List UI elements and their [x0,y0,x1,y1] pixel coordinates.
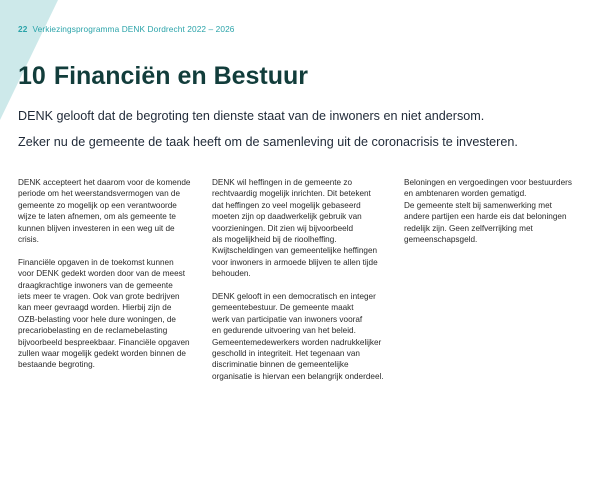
body-line: wijze te laten afnemen, om als gemeente te [18,212,176,222]
body-line: dat heffingen zo veel mogelijk gebaseerd [212,200,361,210]
body-line: precariobelasting en de reclamebelasting [18,326,168,336]
body-line: gescholld in integriteit. Het tegenaan van [212,349,360,359]
body-line: voor DENK gedekt worden door van de meest [18,269,186,279]
intro-sentence-1: DENK gelooft dat de begroting ten dienste staat van de inwoners en niet andersom. [18,109,485,123]
body-line: en gedurende uitvoering van het beleid. [212,326,356,336]
body-line: OZB-belasting voor hele dure woningen, de [18,314,176,324]
text-column-1 [18,177,206,382]
body-line: zullen waar mogelijk gedekt worden binnen de [18,349,186,359]
body-line: als mogelijkheid bij de rioolheffing. [212,235,337,245]
intro-sentence-2: Zeker nu de gemeente de taak heeft om de samenleving uit de coronacrisis te investeren. [18,135,518,149]
page-number: 22 [18,24,28,34]
body-line: redelijk zijn. Geen zelfverrijking met [404,223,533,233]
body-paragraph [212,177,400,280]
body-paragraph [18,257,206,371]
body-line: DENK wil heffingen in de gemeente zo [212,178,353,187]
body-line: bestaande begroting. [18,360,95,370]
body-line: DENK accepteert het daarom voor de komende [18,178,191,187]
text-column-3 [404,177,592,257]
body-line: behouden. [212,269,251,279]
running-header [18,24,235,34]
body-line: discriminatie binnen de gemeentelijke [212,360,349,370]
body-line: organisatie is hiervan een belangrijk onderdeel. [212,371,384,381]
body-line: draagkrachtige inwoners van de gemeente [18,280,173,290]
corner-decoration [0,0,60,122]
body-line: andere partijen een harde eis dat beloningen [404,212,567,222]
body-line: DENK gelooft in een democratisch en integer [212,292,376,302]
body-paragraph [404,177,592,245]
body-line: moeten zijn op daadwerkelijk gebruik van [212,212,362,222]
running-title: Verkiezingsprogramma DENK Dordrecht 2022 – 2026 [32,24,235,34]
body-paragraph [18,177,206,245]
body-line: gemeente zo mogelijk op een verantwoorde [18,200,177,210]
body-line: voorzieningen. Dit zien wij bijvoorbeeld [212,223,354,233]
body-line: gemeenschapsgeld. [404,235,478,245]
text-column-2 [212,177,400,394]
body-line: Financiële opgaven in de toekomst kunnen [18,257,174,267]
body-line: Beloningen en vergoedingen voor bestuurders [404,178,572,187]
body-line: gemeentebestuur. De gemeente maakt [212,303,354,313]
corner-triangle [0,0,58,120]
body-line: Gemeentemedewerkers worden nadrukkelijker [212,337,382,347]
body-line: De gemeente stelt bij samenwerking met [404,200,552,210]
body-line: en ambtenaren worden gematigd. [404,189,527,199]
body-line: voor inwoners in armoede blijven te allen tijde [212,257,378,267]
body-line: crisis. [18,235,39,245]
body-line: kunnen blijven investeren in een weg uit de [18,223,175,233]
body-line: werk van participatie van inwoners vooraf [212,314,363,324]
chapter-title: Financiën en Bestuur [53,62,309,90]
body-line: periode om het weerstandsvermogen van de [18,189,181,199]
body-line: kan meer gevraagd worden. Hierbij zijn de [18,303,172,313]
body-line: iets meer te vragen. Ook van grote bedrijven [18,292,180,302]
chapter-number: 10 [18,62,46,90]
body-line: rechtvaardig mogelijk inrichten. Dit betekent [212,189,371,199]
body-paragraph [212,291,400,382]
body-line: Kwijtscheldingen van gemeentelijke heffingen [212,246,378,256]
body-line: bijvoorbeeld bespreekbaar. Financiële opgaven [18,337,190,347]
chapter-heading [18,62,308,91]
